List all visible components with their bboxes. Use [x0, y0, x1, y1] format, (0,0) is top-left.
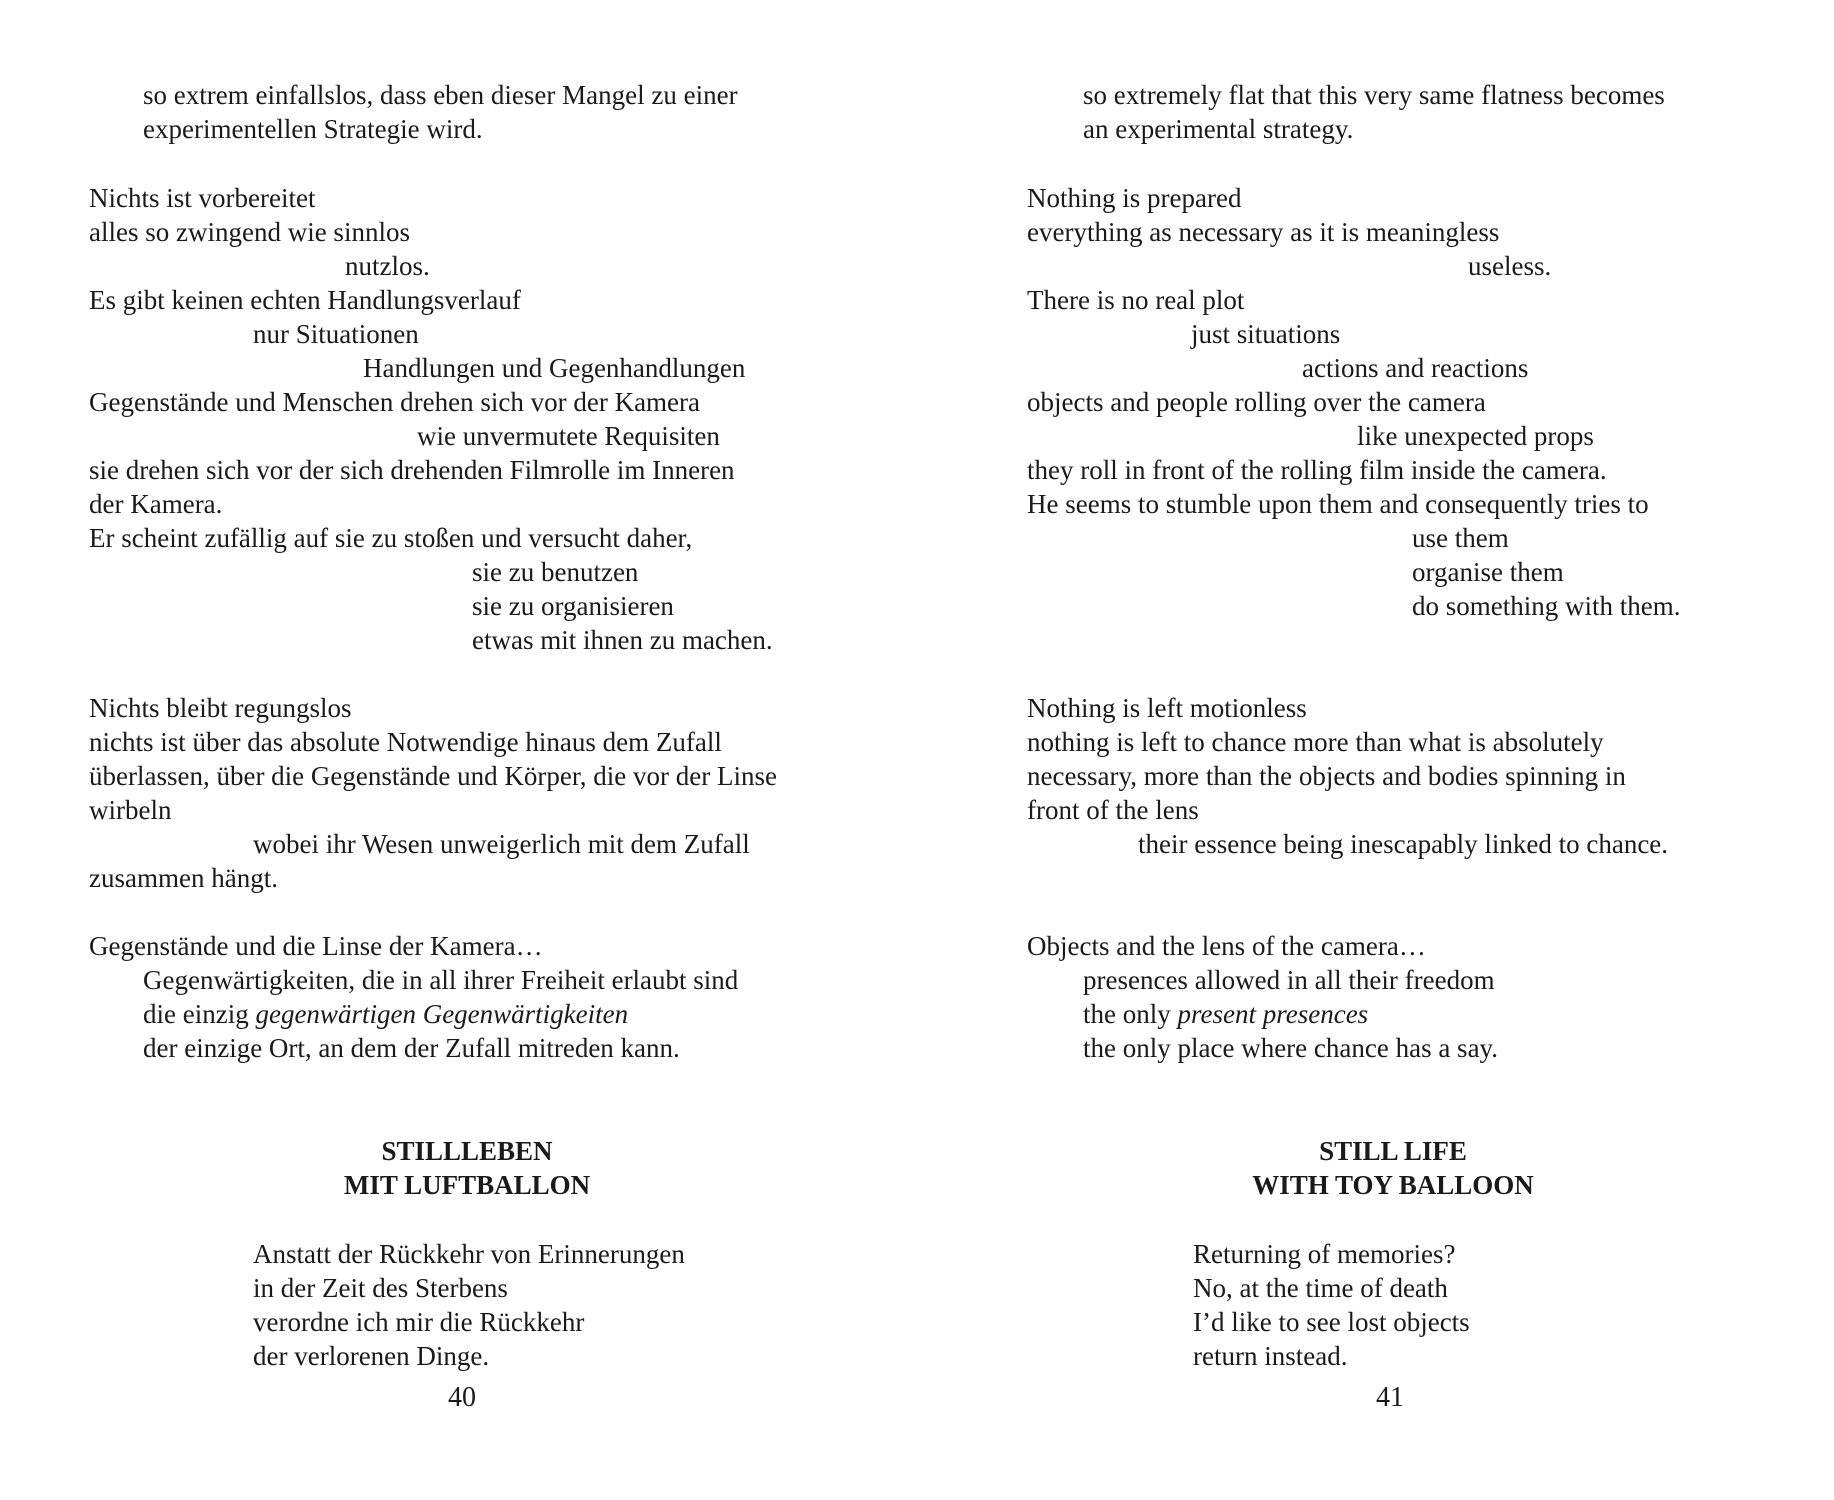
text-line: [1083, 997, 1368, 1031]
text-line: nichts ist über das absolute Notwendige hinaus dem Zufall: [89, 727, 722, 757]
text-line: presences allowed in all their freedom: [1083, 965, 1495, 995]
text-line: Nothing is prepared: [1027, 183, 1242, 213]
text-line: they roll in front of the rolling film inside the camera.: [1027, 455, 1607, 485]
text-line: organise them: [1412, 557, 1564, 587]
text-line: Objects and the lens of the camera…: [1027, 931, 1426, 961]
section-title: MIT LUFTBALLON: [343, 1170, 591, 1200]
section-title: WITH TOY BALLOON: [1252, 1170, 1534, 1200]
poem-line: No, at the time of death: [1193, 1273, 1448, 1303]
text-line: useless.: [1468, 251, 1552, 281]
right-page: [917, 0, 1834, 1500]
poem-line: verordne ich mir die Rückkehr: [253, 1307, 585, 1337]
text-line: Gegenstände und die Linse der Kamera…: [89, 931, 543, 961]
text-line: der einzige Ort, an dem der Zufall mitreden kann.: [143, 1033, 680, 1063]
text-line: their essence being inescapably linked to chance.: [1138, 829, 1669, 859]
text-fragment: the only: [1083, 999, 1178, 1029]
text-line: so extremely flat that this very same flatness becomes: [1083, 80, 1665, 110]
text-line: use them: [1412, 523, 1509, 553]
text-line: the only place where chance has a say.: [1083, 1033, 1499, 1063]
text-line: Gegenwärtigkeiten, die in all ihrer Freiheit erlaubt sind: [143, 965, 739, 995]
text-line: Handlungen und Gegenhandlungen: [363, 353, 746, 383]
text-line: nothing is left to chance more than what is absolutely: [1027, 727, 1604, 757]
section-title: STILL LIFE: [1319, 1136, 1467, 1166]
text-line: nutzlos.: [345, 251, 430, 281]
text-line: sie zu benutzen: [472, 557, 639, 587]
text-line: just situations: [1191, 319, 1341, 349]
text-line: Nothing is left motionless: [1027, 693, 1307, 723]
text-line: an experimental strategy.: [1083, 114, 1354, 144]
text-line: nur Situationen: [253, 319, 419, 349]
text-line: Er scheint zufällig auf sie zu stoßen und versucht daher,: [89, 523, 693, 553]
italic-phrase: present presences: [1177, 999, 1369, 1029]
text-line: Nichts bleibt regungslos: [89, 693, 352, 723]
text-line: etwas mit ihnen zu machen.: [472, 625, 773, 655]
text-line: He seems to stumble upon them and consequently tries to: [1027, 489, 1649, 519]
text-line: actions and reactions: [1302, 353, 1529, 383]
text-line: Es gibt keinen echten Handlungsverlauf: [89, 285, 521, 315]
text-line: wie unvermutete Requisiten: [417, 421, 720, 451]
poem-line: in der Zeit des Sterbens: [253, 1273, 508, 1303]
text-line: wobei ihr Wesen unweigerlich mit dem Zufall: [253, 829, 750, 859]
poem-line: Anstatt der Rückkehr von Erinnerungen: [253, 1239, 685, 1269]
text-line: sie drehen sich vor der sich drehenden Filmrolle im Inneren: [89, 455, 735, 485]
text-line: wirbeln: [89, 795, 172, 825]
text-line: der Kamera.: [89, 489, 223, 519]
poem-line: I’d like to see lost objects: [1193, 1307, 1470, 1337]
poem-line: return instead.: [1193, 1341, 1348, 1371]
text-line: alles so zwingend wie sinnlos: [89, 217, 410, 247]
text-line: do something with them.: [1412, 591, 1681, 621]
text-line: like unexpected props: [1357, 421, 1594, 451]
text-line: sie zu organisieren: [472, 591, 674, 621]
text-line: Nichts ist vorbereitet: [89, 183, 316, 213]
text-line: experimentellen Strategie wird.: [143, 114, 483, 144]
poem-line: der verlorenen Dinge.: [253, 1341, 490, 1371]
text-line: front of the lens: [1027, 795, 1199, 825]
text-line: Gegenstände und Menschen drehen sich vor der Kamera: [89, 387, 701, 417]
italic-phrase: gegenwärtigen Gegenwärtigkeiten: [255, 999, 629, 1029]
text-line: There is no real plot: [1027, 285, 1245, 315]
text-line: überlassen, über die Gegenstände und Körper, die vor der Linse: [89, 761, 777, 791]
text-line: objects and people rolling over the camera: [1027, 387, 1486, 417]
page-number: 41: [1376, 1382, 1404, 1413]
poem-line: Returning of memories?: [1193, 1239, 1456, 1269]
page-number: 40: [448, 1382, 476, 1413]
text-line: necessary, more than the objects and bodies spinning in: [1027, 761, 1626, 791]
section-title: STILLLEBEN: [381, 1136, 553, 1166]
text-line: zusammen hängt.: [89, 863, 278, 893]
text-line: [143, 997, 628, 1031]
text-fragment: die einzig: [143, 999, 256, 1029]
text-line: everything as necessary as it is meaningless: [1027, 217, 1500, 247]
text-line: so extrem einfallslos, dass eben dieser Mangel zu einer: [143, 80, 738, 110]
